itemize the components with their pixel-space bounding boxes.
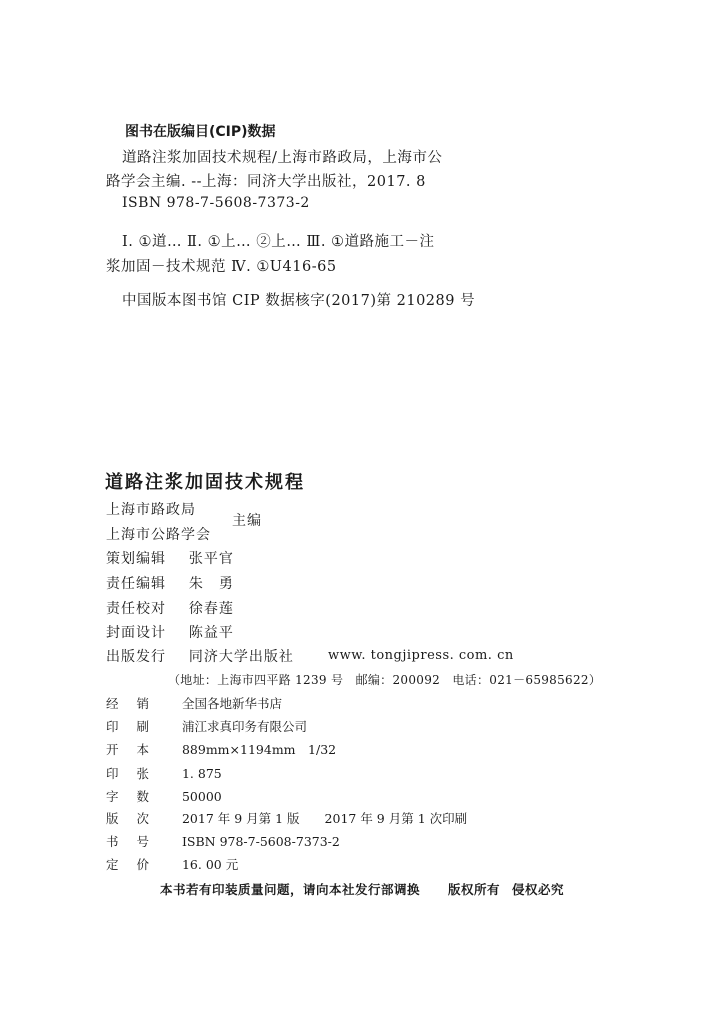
credit-row [106, 598, 234, 618]
spec-row [106, 694, 282, 712]
spec-row [106, 809, 467, 827]
editor-role: 主编 [232, 513, 262, 529]
spec-label-char: 印 [106, 766, 119, 781]
spec-value: 1. 875 [181, 766, 222, 781]
editor-1: 上海市路政局 [106, 502, 196, 518]
cip-heading: 图书在版编目(CIP)数据 [125, 124, 276, 140]
credit-label: 策划编辑 [106, 551, 166, 567]
editor-2: 上海市公路学会 [106, 527, 211, 543]
spec-label-char: 字 [106, 789, 119, 804]
credit-value: 张平官 [188, 551, 234, 567]
spec-value: 50000 [181, 789, 222, 804]
cip-title-line: 道路注浆加固技术规程/上海市路政局，上海市公 [122, 150, 443, 166]
credit-label: 封面设计 [106, 625, 166, 641]
book-title: 道路注浆加固技术规程 [105, 472, 305, 493]
credit-value: 陈益平 [188, 625, 234, 641]
spec-label-char: 书 [106, 834, 119, 849]
spec-label-char: 次 [136, 811, 150, 826]
credit-label: 出版发行 [106, 649, 166, 665]
credit-label: 责任校对 [106, 601, 166, 617]
spec-row [106, 740, 336, 758]
spec-label-char: 定 [106, 857, 119, 872]
publisher-address: （地址：上海市四平路 1239 号 邮编：200092 电话：021－65985622） [168, 673, 602, 687]
credit-value: 朱 勇 [188, 576, 234, 592]
rights-reserved: 版权所有 [448, 882, 501, 897]
spec-row [106, 717, 307, 735]
spec-label-char: 印 [106, 719, 119, 734]
spec-row [106, 832, 340, 850]
spec-row [106, 855, 238, 873]
spec-value: 全国各地新华书店 [181, 696, 282, 711]
credit-row [106, 548, 234, 568]
credit-row [106, 622, 234, 642]
spec-label-char: 价 [136, 857, 150, 872]
infringement-notice: 侵权必究 [512, 882, 565, 897]
credit-row [106, 573, 234, 593]
spec-row [106, 764, 222, 782]
spec-label-char: 本 [136, 742, 150, 757]
spec-value: 16. 00 元 [181, 857, 239, 872]
spec-label-char: 销 [136, 696, 150, 711]
spec-value: 浦江求真印务有限公司 [181, 719, 307, 734]
credit-label: 责任编辑 [106, 576, 166, 592]
cip-classification-line: Ⅰ. ①道… Ⅱ. ①上… ②上… Ⅲ. ①道路施工－注 [122, 234, 435, 250]
publisher-website: www. tongjipress. com. cn [328, 648, 514, 663]
spec-row [106, 787, 222, 805]
credit-row [106, 646, 294, 666]
cip-publisher-line: 路学会主编. --上海：同济大学出版社，2017. 8 [106, 174, 426, 190]
spec-label-char: 号 [136, 834, 150, 849]
spec-label-char: 经 [106, 696, 119, 711]
spec-value: 2017 年 9 月第 1 版 2017 年 9 月第 1 次印刷 [181, 811, 468, 826]
spec-label-char: 开 [106, 742, 119, 757]
cip-number: 中国版本图书馆 CIP 数据核字(2017)第 210289 号 [122, 293, 476, 309]
spec-label-char: 张 [136, 766, 150, 781]
spec-value: ISBN 978-7-5608-7373-2 [181, 834, 340, 849]
print-quality-notice: 本书若有印装质量问题，请向本社发行部调换 [160, 882, 421, 897]
spec-label-char: 刷 [136, 719, 150, 734]
credit-value: 徐春莲 [188, 601, 234, 617]
credit-value: 同济大学出版社 [188, 649, 294, 665]
spec-label-char: 数 [136, 789, 150, 804]
cip-isbn: ISBN 978-7-5608-7373-2 [122, 195, 310, 211]
spec-value: 889mm×1194mm 1/32 [181, 742, 337, 757]
cip-classification-line-2: 浆加固－技术规范 Ⅳ. ①U416-65 [106, 259, 337, 275]
copyright-footer [160, 880, 564, 898]
spec-label-char: 版 [106, 811, 119, 826]
